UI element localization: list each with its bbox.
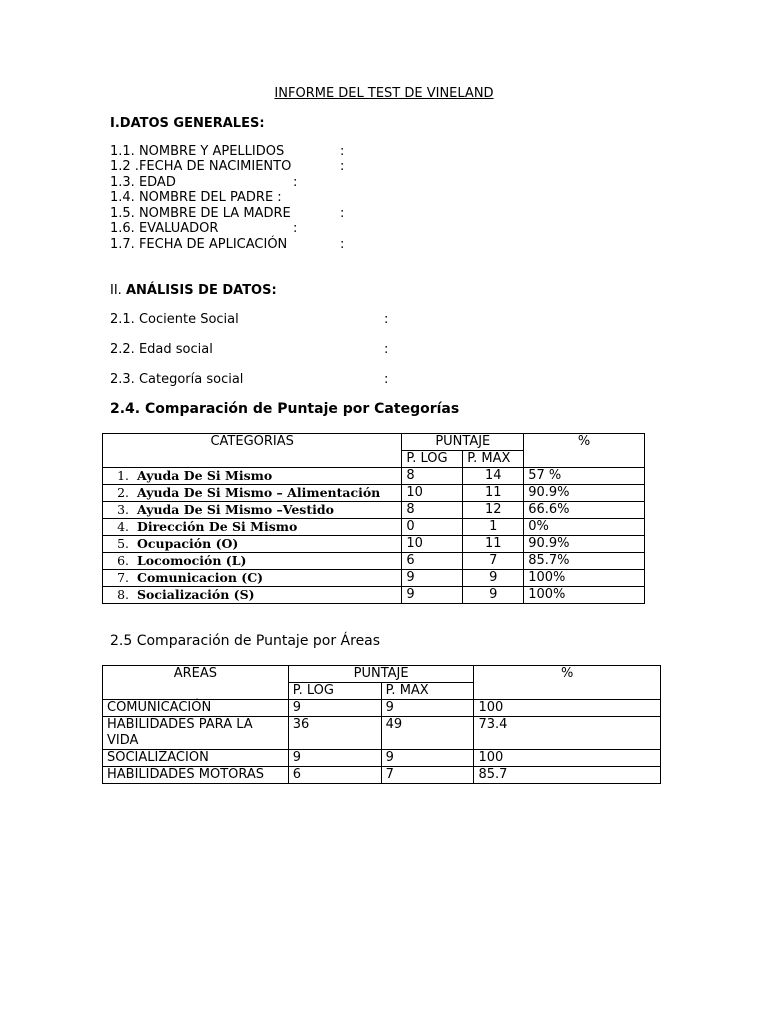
category-name: Socialización (S): [137, 587, 255, 602]
field-colon: :: [293, 175, 298, 190]
item-categoria-social: 2.3. Categoría social: [110, 372, 244, 387]
percent-cell: 100: [474, 700, 661, 717]
table-row: [103, 587, 645, 604]
pmax-cell: 9: [463, 570, 524, 587]
plog-cell: 36: [288, 717, 381, 750]
header-plog: P. LOG: [288, 683, 381, 700]
percent-cell: 90.9%: [524, 485, 645, 502]
plog-cell: 10: [402, 536, 463, 553]
row-number: 2.: [117, 485, 129, 500]
table-row: [103, 519, 645, 536]
category-name: Locomoción (L): [137, 553, 247, 568]
plog-cell: 0: [402, 519, 463, 536]
area-cell: HABILIDADES MOTORAS: [103, 767, 289, 784]
header-pmax: P. MAX: [463, 451, 524, 468]
header-categorias: CATEGORIAS: [103, 434, 402, 468]
table-row: [103, 485, 645, 502]
table-row: [103, 536, 645, 553]
category-cell: [103, 570, 402, 587]
plog-cell: 6: [402, 553, 463, 570]
header-puntaje: PUNTAJE: [288, 666, 474, 683]
table-row: [103, 767, 661, 784]
field-colon: :: [293, 221, 298, 236]
row-number: 6.: [117, 553, 129, 568]
percent-cell: 73.4: [474, 717, 661, 750]
header-pmax: P. MAX: [381, 683, 474, 700]
plog-cell: 9: [402, 587, 463, 604]
percent-cell: 90.9%: [524, 536, 645, 553]
section-heading-categorias: 2.4. Comparación de Puntaje por Categorías: [110, 401, 460, 417]
row-number: 8.: [117, 587, 129, 602]
categories-table: [102, 433, 645, 604]
table-row: [103, 700, 661, 717]
pmax-cell: 9: [381, 750, 474, 767]
row-number: 3.: [117, 502, 129, 517]
plog-cell: 9: [288, 700, 381, 717]
section-heading-areas: 2.5 Comparación de Puntaje por Áreas: [110, 633, 381, 649]
percent-cell: 100: [474, 750, 661, 767]
table-row: [103, 502, 645, 519]
field-colon: :: [340, 144, 345, 159]
category-name: Ayuda De Si Mismo – Alimentación: [137, 485, 381, 500]
pmax-cell: 11: [463, 485, 524, 502]
field-nombre-padre: 1.4. NOMBRE DEL PADRE :: [110, 190, 282, 205]
header-puntaje: PUNTAJE: [402, 434, 524, 451]
area-cell: HABILIDADES PARA LA VIDA: [103, 717, 289, 750]
field-fecha-aplicacion: 1.7. FECHA DE APLICACIÓN: [110, 237, 288, 252]
item-colon: :: [384, 312, 389, 327]
plog-cell: 6: [288, 767, 381, 784]
pmax-cell: 49: [381, 717, 474, 750]
item-cociente-social: 2.1. Cociente Social: [110, 312, 239, 327]
header-percent: %: [474, 666, 661, 700]
item-colon: :: [384, 342, 389, 357]
category-name: Comunicacion (C): [137, 570, 264, 585]
pmax-cell: 7: [381, 767, 474, 784]
category-cell: [103, 553, 402, 570]
category-name: Ocupación (O): [137, 536, 239, 551]
area-cell: COMUNICACIÓN: [103, 700, 289, 717]
row-number: 4.: [117, 519, 129, 534]
section-heading-text: ANÁLISIS DE DATOS:: [125, 283, 277, 298]
row-number: 7.: [117, 570, 129, 585]
category-cell: [103, 536, 402, 553]
percent-cell: 85.7%: [524, 553, 645, 570]
category-name: Ayuda De Si Mismo –Vestido: [137, 502, 334, 517]
row-number: 5.: [117, 536, 129, 551]
category-cell: [103, 502, 402, 519]
field-colon: :: [340, 206, 345, 221]
row-number: 1.: [117, 468, 129, 483]
pmax-cell: 14: [463, 468, 524, 485]
percent-cell: 66.6%: [524, 502, 645, 519]
areas-table: [102, 665, 661, 784]
field-nombre-apellidos: 1.1. NOMBRE Y APELLIDOS: [110, 144, 285, 159]
category-name: Ayuda De Si Mismo: [137, 468, 273, 483]
table-row: [103, 553, 645, 570]
section-heading-analisis: [110, 283, 277, 298]
plog-cell: 8: [402, 502, 463, 519]
field-colon: :: [340, 237, 345, 252]
header-plog: P. LOG: [402, 451, 463, 468]
pmax-cell: 7: [463, 553, 524, 570]
plog-cell: 9: [288, 750, 381, 767]
pmax-cell: 1: [463, 519, 524, 536]
category-cell: [103, 587, 402, 604]
pmax-cell: 12: [463, 502, 524, 519]
plog-cell: 9: [402, 570, 463, 587]
field-edad: 1.3. EDAD: [110, 175, 176, 190]
table-row: [103, 717, 661, 750]
field-fecha-nacimiento: 1.2 .FECHA DE NACIMIENTO: [110, 159, 292, 174]
percent-cell: 85.7: [474, 767, 661, 784]
header-percent: %: [524, 434, 645, 468]
category-cell: [103, 485, 402, 502]
item-edad-social: 2.2. Edad social: [110, 342, 213, 357]
section-prefix: II.: [110, 283, 126, 298]
percent-cell: 100%: [524, 587, 645, 604]
header-areas: AREAS: [103, 666, 289, 700]
category-cell: [103, 519, 402, 536]
percent-cell: 100%: [524, 570, 645, 587]
table-row: [103, 570, 645, 587]
field-colon: :: [340, 159, 345, 174]
pmax-cell: 9: [463, 587, 524, 604]
table-row: [103, 468, 645, 485]
pmax-cell: 11: [463, 536, 524, 553]
category-name: Dirección De Si Mismo: [137, 519, 298, 534]
section-heading-datos-generales: I.DATOS GENERALES:: [110, 116, 265, 131]
percent-cell: 57 %: [524, 468, 645, 485]
area-cell: SOCIALIZACION: [103, 750, 289, 767]
table-row: [103, 750, 661, 767]
percent-cell: 0%: [524, 519, 645, 536]
plog-cell: 10: [402, 485, 463, 502]
pmax-cell: 9: [381, 700, 474, 717]
plog-cell: 8: [402, 468, 463, 485]
field-nombre-madre: 1.5. NOMBRE DE LA MADRE: [110, 206, 291, 221]
category-cell: [103, 468, 402, 485]
field-evaluador: 1.6. EVALUADOR: [110, 221, 219, 236]
item-colon: :: [384, 372, 389, 387]
document-title: INFORME DEL TEST DE VINELAND: [274, 86, 494, 101]
